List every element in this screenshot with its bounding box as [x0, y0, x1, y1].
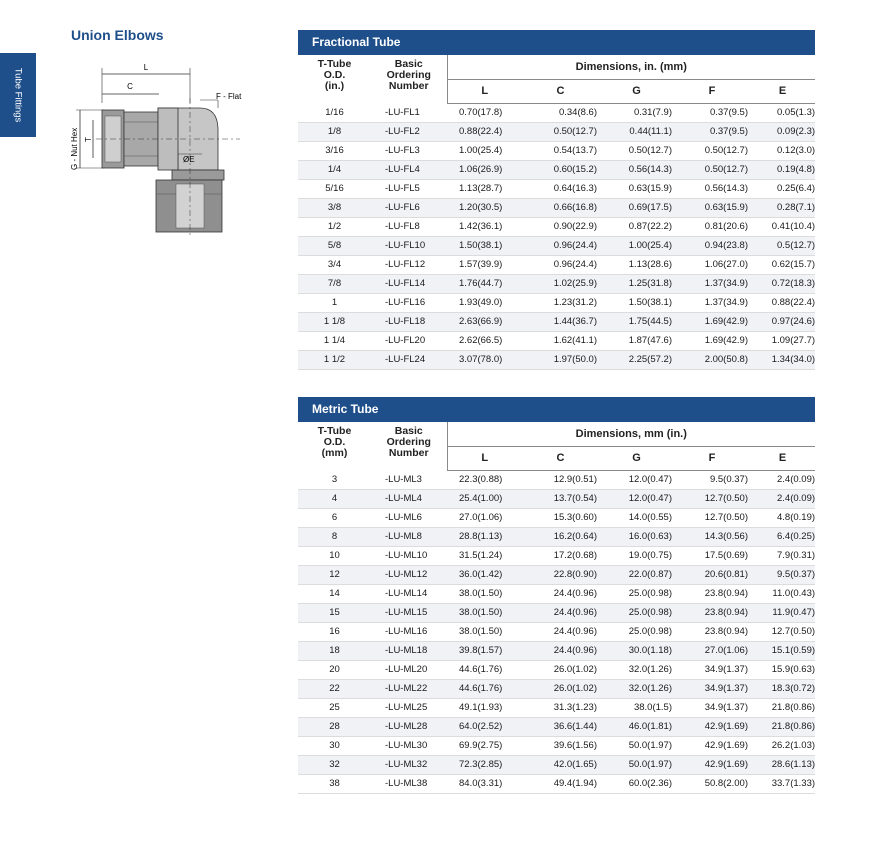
cell-dim-e: 0.62(15.7) [750, 255, 815, 274]
cell-dim-e: 26.2(1.03) [750, 736, 815, 755]
cell-tube-od: 30 [298, 736, 371, 755]
label-c: C [127, 82, 133, 91]
cell-dim-l: 3.07(78.0) [447, 350, 522, 369]
cell-dim-g: 25.0(0.98) [599, 603, 674, 622]
label-g: G - Nut Hex [70, 127, 79, 170]
table-row [298, 179, 815, 198]
cell-dim-f: 20.6(0.81) [674, 565, 750, 584]
cell-dim-g: 1.75(44.5) [599, 312, 674, 331]
cell-dim-c: 24.4(0.96) [522, 584, 599, 603]
cell-dim-l: 1.50(38.1) [447, 236, 522, 255]
cell-dim-l: 44.6(1.76) [447, 679, 522, 698]
cell-dim-l: 0.88(22.4) [447, 122, 522, 141]
cell-dim-f: 34.9(1.37) [674, 660, 750, 679]
cell-tube-od: 1 [298, 293, 371, 312]
cell-ordering-number: -LU-ML30 [371, 736, 447, 755]
label-l: L [143, 63, 149, 72]
cell-tube-od: 14 [298, 584, 371, 603]
cell-dim-c: 0.96(24.4) [522, 255, 599, 274]
col-header-od-line3: (in.) [324, 80, 345, 92]
cell-ordering-number: -LU-ML32 [371, 755, 447, 774]
col-header-ordering-line1: Basic [394, 58, 423, 70]
cell-dim-g: 0.44(11.1) [599, 122, 674, 141]
label-t: T [84, 137, 93, 142]
table-row [298, 584, 815, 603]
cell-dim-c: 42.0(1.65) [522, 755, 599, 774]
cell-dim-c: 39.6(1.56) [522, 736, 599, 755]
fractional-tube-table [298, 55, 815, 370]
cell-ordering-number: -LU-FL3 [371, 141, 447, 160]
cell-ordering-number: -LU-ML10 [371, 546, 447, 565]
cell-dim-c: 13.7(0.54) [522, 489, 599, 508]
table-row [298, 622, 815, 641]
cell-tube-od: 3/16 [298, 141, 371, 160]
cell-tube-od: 10 [298, 546, 371, 565]
table-row [298, 293, 815, 312]
cell-tube-od: 3 [298, 470, 371, 489]
cell-tube-od: 5/8 [298, 236, 371, 255]
table-row [298, 470, 815, 489]
cell-dim-g: 0.50(12.7) [599, 141, 674, 160]
cell-dim-c: 26.0(1.02) [522, 679, 599, 698]
table-row [298, 527, 815, 546]
col-header-od [298, 55, 371, 103]
cell-dim-l: 38.0(1.50) [447, 622, 522, 641]
cell-dim-l: 38.0(1.50) [447, 584, 522, 603]
cell-dim-f: 0.56(14.3) [674, 179, 750, 198]
table-row [298, 679, 815, 698]
cell-dim-g: 1.87(47.6) [599, 331, 674, 350]
cell-tube-od: 5/16 [298, 179, 371, 198]
cell-dim-c: 22.8(0.90) [522, 565, 599, 584]
cell-ordering-number: -LU-FL18 [371, 312, 447, 331]
cell-dim-f: 42.9(1.69) [674, 736, 750, 755]
table-row [298, 122, 815, 141]
table-row [298, 489, 815, 508]
cell-dim-l: 1.13(28.7) [447, 179, 522, 198]
cell-dim-c: 0.90(22.9) [522, 217, 599, 236]
col-header-f: F [674, 80, 750, 103]
cell-tube-od: 38 [298, 774, 371, 793]
col-header-l: L [447, 80, 522, 103]
cell-dim-e: 0.5(12.7) [750, 236, 815, 255]
cell-tube-od: 1/16 [298, 103, 371, 122]
cell-dim-g: 32.0(1.26) [599, 660, 674, 679]
page-title: Union Elbows [71, 27, 164, 43]
col-header-f: F [674, 447, 750, 470]
cell-dim-f: 1.69(42.9) [674, 312, 750, 331]
cell-dim-g: 1.25(31.8) [599, 274, 674, 293]
cell-ordering-number: -LU-ML3 [371, 470, 447, 489]
col-header-ordering-line1: Basic [394, 425, 423, 437]
cell-ordering-number: -LU-ML8 [371, 527, 447, 546]
cell-dim-c: 49.4(1.94) [522, 774, 599, 793]
cell-dim-l: 1.42(36.1) [447, 217, 522, 236]
cell-dim-e: 6.4(0.25) [750, 527, 815, 546]
cell-ordering-number: -LU-FL12 [371, 255, 447, 274]
table-row [298, 698, 815, 717]
cell-dim-e: 0.12(3.0) [750, 141, 815, 160]
cell-dim-l: 1.06(26.9) [447, 160, 522, 179]
cell-tube-od: 3/4 [298, 255, 371, 274]
cell-dim-f: 1.69(42.9) [674, 331, 750, 350]
col-header-od-line3: (mm) [321, 447, 348, 459]
cell-dim-e: 21.8(0.86) [750, 698, 815, 717]
cell-dim-f: 0.50(12.7) [674, 160, 750, 179]
cell-dim-e: 4.8(0.19) [750, 508, 815, 527]
cell-dim-g: 1.13(28.6) [599, 255, 674, 274]
cell-dim-f: 34.9(1.37) [674, 698, 750, 717]
cell-tube-od: 16 [298, 622, 371, 641]
cell-dim-g: 0.63(15.9) [599, 179, 674, 198]
cell-dim-c: 17.2(0.68) [522, 546, 599, 565]
cell-dim-l: 2.63(66.9) [447, 312, 522, 331]
table-row [298, 641, 815, 660]
cell-dim-e: 0.19(4.8) [750, 160, 815, 179]
cell-dim-e: 7.9(0.31) [750, 546, 815, 565]
col-header-od-line1: T-Tube [317, 425, 352, 437]
table-row [298, 312, 815, 331]
cell-dim-g: 50.0(1.97) [599, 736, 674, 755]
cell-dim-l: 64.0(2.52) [447, 717, 522, 736]
cell-dim-g: 25.0(0.98) [599, 622, 674, 641]
cell-dim-f: 42.9(1.69) [674, 755, 750, 774]
cell-ordering-number: -LU-FL6 [371, 198, 447, 217]
cell-dim-f: 1.37(34.9) [674, 293, 750, 312]
cell-dim-e: 18.3(0.72) [750, 679, 815, 698]
col-header-l: L [447, 447, 522, 470]
col-header-g: G [599, 447, 674, 470]
col-header-od-line2: O.D. [323, 69, 346, 81]
cell-dim-g: 2.25(57.2) [599, 350, 674, 369]
table-row [298, 217, 815, 236]
cell-dim-c: 31.3(1.23) [522, 698, 599, 717]
cell-ordering-number: -LU-FL16 [371, 293, 447, 312]
cell-ordering-number: -LU-ML12 [371, 565, 447, 584]
cell-tube-od: 32 [298, 755, 371, 774]
table-row [298, 546, 815, 565]
col-header-ordering [371, 55, 447, 103]
cell-ordering-number: -LU-FL8 [371, 217, 447, 236]
cell-dim-l: 31.5(1.24) [447, 546, 522, 565]
cell-dim-c: 1.62(41.1) [522, 331, 599, 350]
cell-ordering-number: -LU-ML14 [371, 584, 447, 603]
table-row [298, 236, 815, 255]
cell-dim-f: 50.8(2.00) [674, 774, 750, 793]
label-f: F - Flat [216, 92, 242, 101]
cell-ordering-number: -LU-FL1 [371, 103, 447, 122]
cell-dim-e: 1.09(27.7) [750, 331, 815, 350]
cell-dim-l: 84.0(3.31) [447, 774, 522, 793]
metric-tube-table [298, 422, 815, 794]
table-row [298, 350, 815, 369]
col-header-ordering [371, 422, 447, 470]
table-row [298, 736, 815, 755]
cell-dim-f: 34.9(1.37) [674, 679, 750, 698]
cell-dim-f: 2.00(50.8) [674, 350, 750, 369]
cell-dim-c: 1.44(36.7) [522, 312, 599, 331]
cell-dim-l: 39.8(1.57) [447, 641, 522, 660]
union-elbow-drawing [60, 58, 280, 248]
cell-dim-f: 12.7(0.50) [674, 508, 750, 527]
cell-dim-f: 9.5(0.37) [674, 470, 750, 489]
dimensions-header: Dimensions, mm (in.) [447, 422, 815, 447]
cell-tube-od: 1 1/8 [298, 312, 371, 331]
cell-tube-od: 1/8 [298, 122, 371, 141]
cell-dim-g: 50.0(1.97) [599, 755, 674, 774]
table-row [298, 508, 815, 527]
cell-dim-g: 12.0(0.47) [599, 470, 674, 489]
cell-dim-l: 36.0(1.42) [447, 565, 522, 584]
cell-dim-f: 0.63(15.9) [674, 198, 750, 217]
cell-dim-c: 0.54(13.7) [522, 141, 599, 160]
cell-dim-l: 22.3(0.88) [447, 470, 522, 489]
cell-dim-f: 27.0(1.06) [674, 641, 750, 660]
col-header-od-line1: T-Tube [317, 58, 352, 70]
cell-dim-c: 0.50(12.7) [522, 122, 599, 141]
cell-ordering-number: -LU-FL24 [371, 350, 447, 369]
cell-dim-e: 15.9(0.63) [750, 660, 815, 679]
cell-dim-e: 28.6(1.13) [750, 755, 815, 774]
cell-dim-g: 46.0(1.81) [599, 717, 674, 736]
cell-dim-e: 0.97(24.6) [750, 312, 815, 331]
cell-dim-g: 16.0(0.63) [599, 527, 674, 546]
cell-dim-e: 0.05(1.3) [750, 103, 815, 122]
cell-dim-e: 21.8(0.86) [750, 717, 815, 736]
cell-ordering-number: -LU-ML16 [371, 622, 447, 641]
cell-dim-f: 23.8(0.94) [674, 603, 750, 622]
cell-dim-c: 24.4(0.96) [522, 641, 599, 660]
cell-ordering-number: -LU-FL10 [371, 236, 447, 255]
cell-tube-od: 1 1/2 [298, 350, 371, 369]
table-row [298, 565, 815, 584]
col-header-e: E [750, 80, 815, 103]
cell-dim-c: 16.2(0.64) [522, 527, 599, 546]
cell-ordering-number: -LU-ML28 [371, 717, 447, 736]
cell-ordering-number: -LU-ML15 [371, 603, 447, 622]
cell-dim-l: 28.8(1.13) [447, 527, 522, 546]
metric-tube-title: Metric Tube [298, 397, 815, 422]
cell-dim-c: 26.0(1.02) [522, 660, 599, 679]
col-header-od [298, 422, 371, 470]
table-row [298, 717, 815, 736]
cell-dim-l: 44.6(1.76) [447, 660, 522, 679]
cell-tube-od: 1 1/4 [298, 331, 371, 350]
cell-dim-e: 2.4(0.09) [750, 489, 815, 508]
cell-dim-e: 0.28(7.1) [750, 198, 815, 217]
cell-dim-c: 24.4(0.96) [522, 603, 599, 622]
cell-dim-g: 0.31(7.9) [599, 103, 674, 122]
dimensions-header: Dimensions, in. (mm) [447, 55, 815, 80]
cell-dim-l: 1.57(39.9) [447, 255, 522, 274]
cell-dim-f: 42.9(1.69) [674, 717, 750, 736]
col-header-od-line2: O.D. [323, 436, 346, 448]
cell-dim-f: 23.8(0.94) [674, 584, 750, 603]
cell-dim-e: 0.41(10.4) [750, 217, 815, 236]
cell-dim-l: 38.0(1.50) [447, 603, 522, 622]
cell-dim-g: 60.0(2.36) [599, 774, 674, 793]
cell-dim-f: 1.06(27.0) [674, 255, 750, 274]
cell-dim-l: 69.9(2.75) [447, 736, 522, 755]
cell-dim-f: 23.8(0.94) [674, 622, 750, 641]
cell-dim-f: 0.50(12.7) [674, 141, 750, 160]
col-header-ordering-line3: Number [388, 447, 429, 459]
cell-dim-g: 38.0(1.5) [599, 698, 674, 717]
cell-dim-g: 1.00(25.4) [599, 236, 674, 255]
table-row [298, 774, 815, 793]
cell-ordering-number: -LU-ML18 [371, 641, 447, 660]
cell-dim-e: 11.9(0.47) [750, 603, 815, 622]
cell-tube-od: 1/2 [298, 217, 371, 236]
table-row [298, 103, 815, 122]
cell-dim-e: 11.0(0.43) [750, 584, 815, 603]
cell-dim-g: 25.0(0.98) [599, 584, 674, 603]
cell-tube-od: 28 [298, 717, 371, 736]
table-row [298, 274, 815, 293]
cell-ordering-number: -LU-ML6 [371, 508, 447, 527]
cell-dim-c: 1.23(31.2) [522, 293, 599, 312]
cell-dim-c: 1.02(25.9) [522, 274, 599, 293]
table-row [298, 198, 815, 217]
cell-dim-l: 1.00(25.4) [447, 141, 522, 160]
cell-dim-l: 25.4(1.00) [447, 489, 522, 508]
cell-tube-od: 22 [298, 679, 371, 698]
cell-dim-e: 1.34(34.0) [750, 350, 815, 369]
cell-ordering-number: -LU-ML20 [371, 660, 447, 679]
col-header-g: G [599, 80, 674, 103]
metric-tube-section [298, 397, 815, 794]
cell-dim-e: 0.72(18.3) [750, 274, 815, 293]
cell-tube-od: 25 [298, 698, 371, 717]
cell-tube-od: 3/8 [298, 198, 371, 217]
cell-dim-f: 0.37(9.5) [674, 103, 750, 122]
cell-dim-f: 14.3(0.56) [674, 527, 750, 546]
cell-dim-g: 1.50(38.1) [599, 293, 674, 312]
cell-dim-g: 32.0(1.26) [599, 679, 674, 698]
cell-tube-od: 8 [298, 527, 371, 546]
cell-dim-f: 0.81(20.6) [674, 217, 750, 236]
cell-tube-od: 20 [298, 660, 371, 679]
cell-dim-c: 12.9(0.51) [522, 470, 599, 489]
cell-dim-g: 0.87(22.2) [599, 217, 674, 236]
cell-dim-g: 22.0(0.87) [599, 565, 674, 584]
cell-tube-od: 18 [298, 641, 371, 660]
cell-tube-od: 7/8 [298, 274, 371, 293]
cell-ordering-number: -LU-FL4 [371, 160, 447, 179]
cell-dim-e: 33.7(1.33) [750, 774, 815, 793]
side-tab[interactable] [0, 53, 36, 137]
label-e: ØE [183, 155, 195, 164]
cell-ordering-number: -LU-FL20 [371, 331, 447, 350]
cell-tube-od: 4 [298, 489, 371, 508]
cell-dim-e: 0.09(2.3) [750, 122, 815, 141]
cell-dim-l: 1.76(44.7) [447, 274, 522, 293]
cell-tube-od: 6 [298, 508, 371, 527]
table-row [298, 660, 815, 679]
cell-dim-g: 0.69(17.5) [599, 198, 674, 217]
cell-tube-od: 1/4 [298, 160, 371, 179]
cell-dim-l: 1.93(49.0) [447, 293, 522, 312]
cell-tube-od: 12 [298, 565, 371, 584]
cell-dim-g: 12.0(0.47) [599, 489, 674, 508]
cell-ordering-number: -LU-ML4 [371, 489, 447, 508]
cell-dim-g: 30.0(1.18) [599, 641, 674, 660]
table-row [298, 331, 815, 350]
fractional-tube-section [298, 30, 815, 370]
cell-dim-c: 0.60(15.2) [522, 160, 599, 179]
cell-dim-l: 27.0(1.06) [447, 508, 522, 527]
cell-dim-c: 24.4(0.96) [522, 622, 599, 641]
cell-ordering-number: -LU-ML22 [371, 679, 447, 698]
table-row [298, 255, 815, 274]
table-row [298, 603, 815, 622]
cell-dim-f: 0.94(23.8) [674, 236, 750, 255]
cell-dim-c: 1.97(50.0) [522, 350, 599, 369]
cell-dim-e: 15.1(0.59) [750, 641, 815, 660]
cell-dim-c: 0.34(8.6) [522, 103, 599, 122]
cell-dim-f: 17.5(0.69) [674, 546, 750, 565]
cell-dim-c: 0.66(16.8) [522, 198, 599, 217]
col-header-c: C [522, 80, 599, 103]
side-tab-label: Tube Fittings [12, 67, 24, 123]
cell-dim-e: 2.4(0.09) [750, 470, 815, 489]
table-row [298, 160, 815, 179]
cell-dim-g: 19.0(0.75) [599, 546, 674, 565]
cell-dim-l: 2.62(66.5) [447, 331, 522, 350]
cell-dim-c: 0.64(16.3) [522, 179, 599, 198]
cell-dim-l: 49.1(1.93) [447, 698, 522, 717]
cell-dim-c: 0.96(24.4) [522, 236, 599, 255]
cell-dim-c: 36.6(1.44) [522, 717, 599, 736]
cell-ordering-number: -LU-ML25 [371, 698, 447, 717]
cell-dim-f: 12.7(0.50) [674, 489, 750, 508]
cell-dim-l: 72.3(2.85) [447, 755, 522, 774]
col-header-ordering-line2: Ordering [386, 436, 431, 448]
cell-ordering-number: -LU-FL5 [371, 179, 447, 198]
cell-tube-od: 15 [298, 603, 371, 622]
col-header-ordering-line3: Number [388, 80, 429, 92]
cell-dim-l: 1.20(30.5) [447, 198, 522, 217]
cell-dim-e: 9.5(0.37) [750, 565, 815, 584]
col-header-c: C [522, 447, 599, 470]
cell-dim-f: 1.37(34.9) [674, 274, 750, 293]
fractional-tube-title: Fractional Tube [298, 30, 815, 55]
table-row [298, 141, 815, 160]
col-header-ordering-line2: Ordering [386, 69, 431, 81]
col-header-e: E [750, 447, 815, 470]
table-row [298, 755, 815, 774]
cell-dim-e: 0.25(6.4) [750, 179, 815, 198]
cell-dim-g: 14.0(0.55) [599, 508, 674, 527]
cell-dim-l: 0.70(17.8) [447, 103, 522, 122]
cell-ordering-number: -LU-FL14 [371, 274, 447, 293]
cell-dim-e: 0.88(22.4) [750, 293, 815, 312]
cell-ordering-number: -LU-ML38 [371, 774, 447, 793]
cell-dim-f: 0.37(9.5) [674, 122, 750, 141]
cell-dim-g: 0.56(14.3) [599, 160, 674, 179]
cell-dim-c: 15.3(0.60) [522, 508, 599, 527]
cell-dim-e: 12.7(0.50) [750, 622, 815, 641]
cell-ordering-number: -LU-FL2 [371, 122, 447, 141]
